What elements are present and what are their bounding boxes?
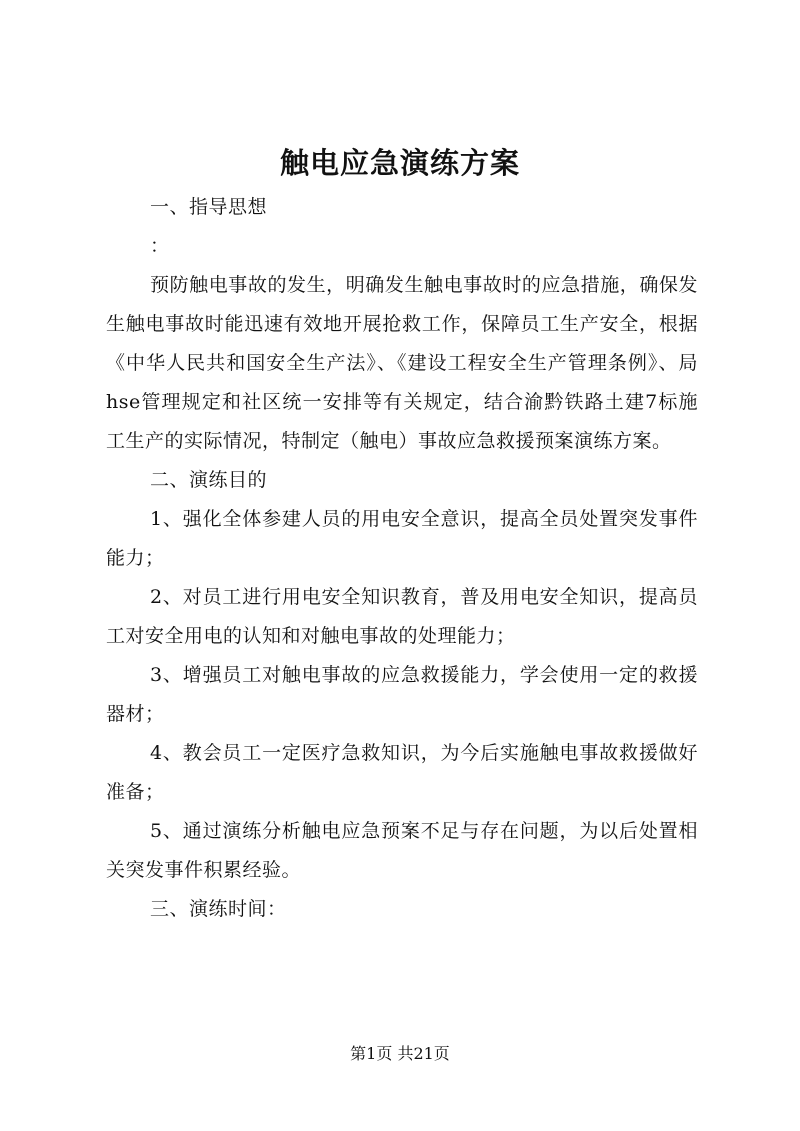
list-item-2: 2、对员工进行用电安全知识教育，普及用电安全知识，提高员工对安全用电的认知和对触电事故的处理能力； — [106, 586, 698, 647]
list-item-4: 4、教会员工一定医疗急救知识，为今后实施触电事故救援做好准备； — [106, 742, 698, 803]
section-heading-drill-purpose: 二、演练目的 — [150, 469, 268, 491]
page-number-footer: 第1页 共21页 — [350, 1044, 450, 1063]
document-body — [106, 188, 698, 929]
document-title: 触电应急演练方案 — [279, 146, 520, 180]
section-heading-drill-time: 三、演练时间： — [150, 898, 287, 920]
paragraph-purpose-statement: 预防触电事故的发生，明确发生触电事故时的应急措施，确保发生触电事故时能迅速有效地开展抢救工作，保障员工生产安全，根据《中华人民共和国安全生产法》、《建设工程安全生产管理条例》、局hse管理规定和社区统一安排等有关规定，结合渝黔铁路土建7标施工生产的实际情况，特制定（触电）事故应急救援预案演练方案。 — [106, 274, 698, 452]
section-heading-guiding-thought: 一、指导思想 — [150, 196, 268, 218]
list-item-3: 3、增强员工对触电事故的应急救援能力，学会使用一定的救援器材； — [106, 664, 698, 725]
colon-line: ： — [150, 235, 170, 257]
list-item-1: 1、强化全体参建人员的用电安全意识，提高全员处置突发事件能力； — [106, 508, 698, 569]
list-item-5: 5、通过演练分析触电应急预案不足与存在问题，为以后处置相关突发事件积累经验。 — [106, 820, 698, 881]
